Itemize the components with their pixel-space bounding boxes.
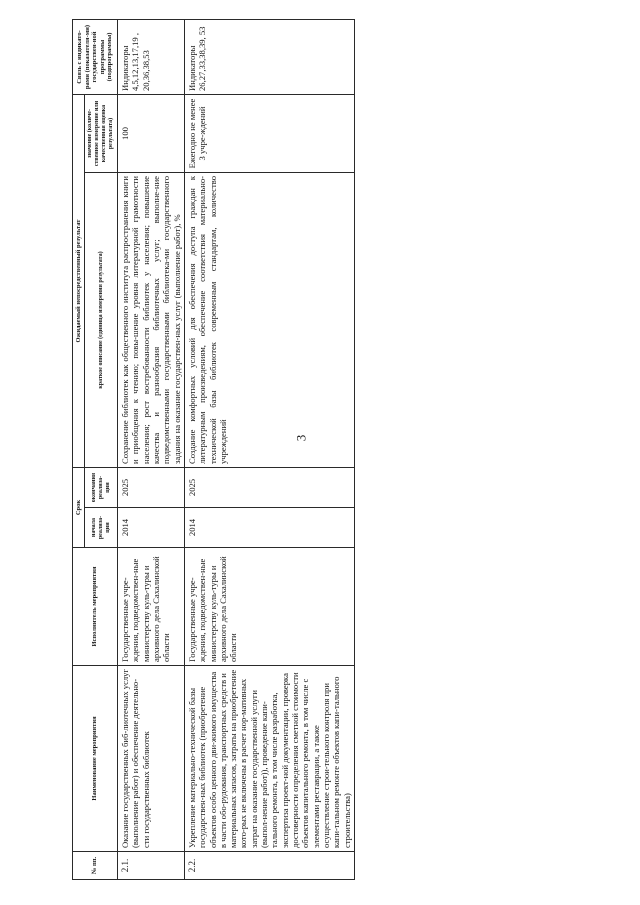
row-description: Сохранение библиотек как общественного института распространения книги и приобщения к чтению; повы-шение уровня литературной грамотности населения; рост востребованности библиотек у населения; повышение качества и разнообразия библиотечных услуг; выполне-ние подведомственными государственными библиотека-ми государственного задания на оказание государствен-ных услуг (выполнение работ), % (118, 173, 185, 468)
rotated-table-container (60, 12, 580, 892)
row-term-start: 2014 (184, 508, 354, 548)
row-term-start: 2014 (118, 508, 185, 548)
page-number: 3 (293, 434, 309, 442)
row-num: 2.2. (184, 852, 354, 880)
header-term: Срок (73, 468, 85, 548)
events-table (72, 19, 355, 880)
table-row (118, 20, 185, 880)
header-executor: Исполнитель мероприятия (73, 548, 118, 666)
header-num: № пп. (73, 852, 118, 880)
header-term-end: окончания реализа-ции (85, 468, 118, 508)
header-value: значение (количе-ственное измерение или качественная оценка результата) (85, 95, 118, 173)
row-value: Ежегодно не менее 3 учре-ждений (184, 95, 354, 173)
row-num: 2.1. (118, 852, 185, 880)
row-term-end: 2025 (118, 468, 185, 508)
row-event-name: Оказание государственных биб-лиотечных услуг (выполнение работ) и обеспечение деятельно-сти государственных библиотек (118, 666, 185, 852)
header-link: Связь с индикато-рами (показателя-ми) государствен-ной программы (подпрограммы) (73, 20, 118, 95)
row-executor: Государственные учре-ждения, подведомствен-ные министерству куль-туры и архивного дела Сахалинской области (184, 548, 354, 666)
header-expected-result: Ожидаемый непосредственный результат (73, 95, 85, 468)
row-term-end: 2025 (184, 468, 354, 508)
row-executor: Государственные учре-ждения, подведомствен-ные министерству куль-туры и архивного дела Сахалинской области (118, 548, 185, 666)
header-event-name: Наименование мероприятия (73, 666, 118, 852)
row-link: Индикаторы 4,5,12,13,17,19 , 20,36,38,53 (118, 20, 185, 95)
header-term-start: начала реализа-ции (85, 508, 118, 548)
row-description: Создание комфортных условий для обеспечения доступа граждан к литературным произведениям, обеспечение соответствия материально-технической базы библиотек современным стандартам, количество учреждений (184, 173, 354, 468)
header-short-description: краткое описание (единица измерения результата) (85, 173, 118, 468)
row-event-name: Укрепление материально-технической базы государствен-ных библиотек (приобретение объектов особо ценного дви-жимого имущества в части обо-рудования, транспортных средств и материальных запасов, затраты на приобретение кото-рых не включены в расчет нор-мативных затрат на оказание государственной услуги (выпол-нение работ)), проведение капи-тального ремонта, в том числе разработка, экспертиза проект-ной документации, проверка достоверности определения сметной стоимости объектов капитального ремонта, в том числе с элементами реставрации, а также осуществление строи-тельного контроля при капи-тальном ремонте объектов капи-тального строительства) (184, 666, 354, 852)
row-link: Индикаторы 26,27,33,38,39, 53 (184, 20, 354, 95)
row-value: 100 (118, 95, 185, 173)
header-row-1 (73, 20, 85, 880)
table-row (184, 20, 354, 880)
